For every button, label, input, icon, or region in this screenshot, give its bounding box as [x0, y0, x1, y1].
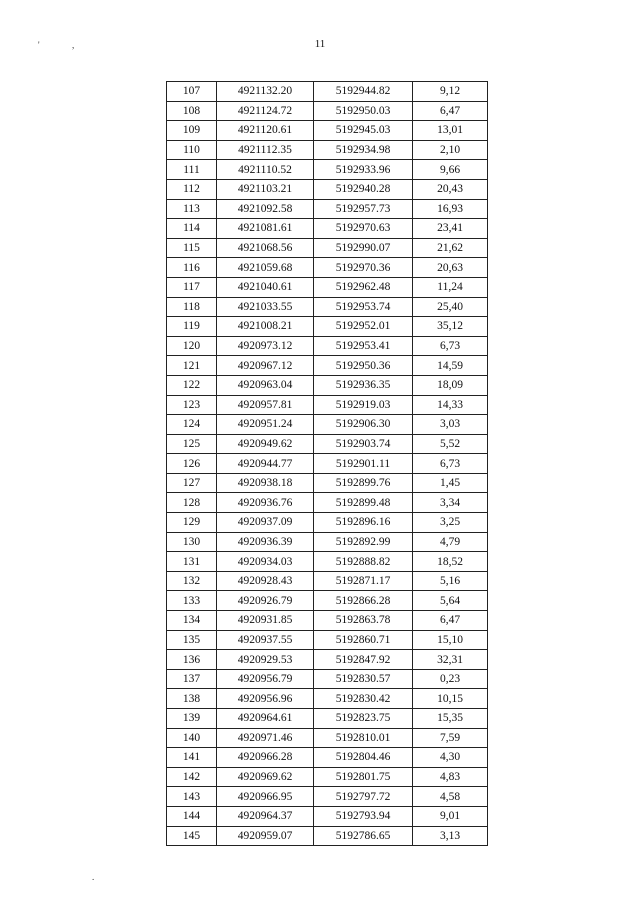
y-coordinate-cell: 5192847.92 [314, 650, 413, 670]
point-number-cell: 110 [167, 140, 217, 160]
table-row [167, 532, 488, 552]
point-number-cell: 126 [167, 454, 217, 474]
y-coordinate-cell: 5192970.36 [314, 258, 413, 278]
x-coordinate-cell: 4920973.12 [217, 336, 314, 356]
distance-cell: 7,59 [413, 728, 488, 748]
scan-speck: ' [38, 40, 40, 50]
distance-cell: 4,30 [413, 748, 488, 768]
table-row [167, 650, 488, 670]
x-coordinate-cell: 4920963.04 [217, 375, 314, 395]
y-coordinate-cell: 5192860.71 [314, 630, 413, 650]
distance-cell: 10,15 [413, 689, 488, 709]
point-number-cell: 127 [167, 473, 217, 493]
y-coordinate-cell: 5192940.28 [314, 179, 413, 199]
table-row [167, 82, 488, 102]
distance-cell: 5,64 [413, 591, 488, 611]
point-number-cell: 111 [167, 160, 217, 180]
y-coordinate-cell: 5192953.41 [314, 336, 413, 356]
x-coordinate-cell: 4921008.21 [217, 317, 314, 337]
table-row [167, 709, 488, 729]
distance-cell: 13,01 [413, 121, 488, 141]
point-number-cell: 119 [167, 317, 217, 337]
y-coordinate-cell: 5192970.63 [314, 219, 413, 239]
x-coordinate-cell: 4921124.72 [217, 101, 314, 121]
point-number-cell: 115 [167, 238, 217, 258]
point-number-cell: 143 [167, 787, 217, 807]
x-coordinate-cell: 4920936.39 [217, 532, 314, 552]
x-coordinate-cell: 4920938.18 [217, 473, 314, 493]
x-coordinate-cell: 4920959.07 [217, 826, 314, 846]
y-coordinate-cell: 5192906.30 [314, 415, 413, 435]
x-coordinate-cell: 4920967.12 [217, 356, 314, 376]
x-coordinate-cell: 4921132.20 [217, 82, 314, 102]
scan-speck: , [72, 40, 75, 50]
table-row [167, 552, 488, 572]
distance-cell: 0,23 [413, 669, 488, 689]
coordinates-table [166, 81, 488, 846]
x-coordinate-cell: 4920951.24 [217, 415, 314, 435]
x-coordinate-cell: 4920928.43 [217, 571, 314, 591]
y-coordinate-cell: 5192899.48 [314, 493, 413, 513]
table-row [167, 591, 488, 611]
y-coordinate-cell: 5192823.75 [314, 709, 413, 729]
x-coordinate-cell: 4920964.61 [217, 709, 314, 729]
table-row [167, 434, 488, 454]
x-coordinate-cell: 4920957.81 [217, 395, 314, 415]
distance-cell: 4,83 [413, 767, 488, 787]
point-number-cell: 131 [167, 552, 217, 572]
distance-cell: 14,33 [413, 395, 488, 415]
distance-cell: 20,63 [413, 258, 488, 278]
point-number-cell: 128 [167, 493, 217, 513]
table-row [167, 317, 488, 337]
distance-cell: 3,34 [413, 493, 488, 513]
y-coordinate-cell: 5192990.07 [314, 238, 413, 258]
distance-cell: 18,52 [413, 552, 488, 572]
table-row [167, 767, 488, 787]
point-number-cell: 120 [167, 336, 217, 356]
table-row [167, 415, 488, 435]
table-row [167, 356, 488, 376]
table-row [167, 121, 488, 141]
y-coordinate-cell: 5192830.57 [314, 669, 413, 689]
y-coordinate-cell: 5192804.46 [314, 748, 413, 768]
x-coordinate-cell: 4921059.68 [217, 258, 314, 278]
distance-cell: 6,73 [413, 454, 488, 474]
distance-cell: 18,09 [413, 375, 488, 395]
distance-cell: 4,79 [413, 532, 488, 552]
table-row [167, 297, 488, 317]
point-number-cell: 132 [167, 571, 217, 591]
scan-speck: . [92, 872, 95, 882]
distance-cell: 3,03 [413, 415, 488, 435]
distance-cell: 11,24 [413, 277, 488, 297]
table-row [167, 806, 488, 826]
table-row [167, 669, 488, 689]
table-row [167, 101, 488, 121]
table-row [167, 787, 488, 807]
distance-cell: 3,25 [413, 513, 488, 533]
point-number-cell: 142 [167, 767, 217, 787]
table-row [167, 630, 488, 650]
y-coordinate-cell: 5192952.01 [314, 317, 413, 337]
distance-cell: 5,52 [413, 434, 488, 454]
table-row [167, 199, 488, 219]
distance-cell: 9,12 [413, 82, 488, 102]
x-coordinate-cell: 4921081.61 [217, 219, 314, 239]
y-coordinate-cell: 5192934.98 [314, 140, 413, 160]
table-row [167, 689, 488, 709]
distance-cell: 21,62 [413, 238, 488, 258]
x-coordinate-cell: 4920937.09 [217, 513, 314, 533]
y-coordinate-cell: 5192899.76 [314, 473, 413, 493]
point-number-cell: 113 [167, 199, 217, 219]
table-row [167, 336, 488, 356]
page-number: 11 [314, 38, 326, 50]
table-row [167, 473, 488, 493]
table-row [167, 375, 488, 395]
y-coordinate-cell: 5192863.78 [314, 611, 413, 631]
x-coordinate-cell: 4921103.21 [217, 179, 314, 199]
x-coordinate-cell: 4920956.96 [217, 689, 314, 709]
distance-cell: 6,73 [413, 336, 488, 356]
point-number-cell: 138 [167, 689, 217, 709]
point-number-cell: 123 [167, 395, 217, 415]
point-number-cell: 135 [167, 630, 217, 650]
distance-cell: 4,58 [413, 787, 488, 807]
table-row [167, 179, 488, 199]
table-row [167, 513, 488, 533]
distance-cell: 23,41 [413, 219, 488, 239]
distance-cell: 32,31 [413, 650, 488, 670]
distance-cell: 16,93 [413, 199, 488, 219]
point-number-cell: 124 [167, 415, 217, 435]
x-coordinate-cell: 4920964.37 [217, 806, 314, 826]
y-coordinate-cell: 5192944.82 [314, 82, 413, 102]
x-coordinate-cell: 4921068.56 [217, 238, 314, 258]
point-number-cell: 129 [167, 513, 217, 533]
point-number-cell: 118 [167, 297, 217, 317]
point-number-cell: 121 [167, 356, 217, 376]
point-number-cell: 133 [167, 591, 217, 611]
point-number-cell: 145 [167, 826, 217, 846]
y-coordinate-cell: 5192830.42 [314, 689, 413, 709]
point-number-cell: 114 [167, 219, 217, 239]
table-row [167, 454, 488, 474]
x-coordinate-cell: 4920966.28 [217, 748, 314, 768]
table-row [167, 826, 488, 846]
point-number-cell: 137 [167, 669, 217, 689]
point-number-cell: 109 [167, 121, 217, 141]
x-coordinate-cell: 4920949.62 [217, 434, 314, 454]
distance-cell: 6,47 [413, 611, 488, 631]
point-number-cell: 130 [167, 532, 217, 552]
x-coordinate-cell: 4920944.77 [217, 454, 314, 474]
point-number-cell: 116 [167, 258, 217, 278]
x-coordinate-cell: 4921033.55 [217, 297, 314, 317]
x-coordinate-cell: 4920926.79 [217, 591, 314, 611]
point-number-cell: 122 [167, 375, 217, 395]
point-number-cell: 112 [167, 179, 217, 199]
table-row [167, 238, 488, 258]
table-row [167, 493, 488, 513]
point-number-cell: 108 [167, 101, 217, 121]
y-coordinate-cell: 5192953.74 [314, 297, 413, 317]
distance-cell: 2,10 [413, 140, 488, 160]
point-number-cell: 125 [167, 434, 217, 454]
y-coordinate-cell: 5192957.73 [314, 199, 413, 219]
table-row [167, 611, 488, 631]
y-coordinate-cell: 5192871.17 [314, 571, 413, 591]
point-number-cell: 140 [167, 728, 217, 748]
y-coordinate-cell: 5192933.96 [314, 160, 413, 180]
y-coordinate-cell: 5192892.99 [314, 532, 413, 552]
y-coordinate-cell: 5192903.74 [314, 434, 413, 454]
y-coordinate-cell: 5192962.48 [314, 277, 413, 297]
y-coordinate-cell: 5192797.72 [314, 787, 413, 807]
x-coordinate-cell: 4921110.52 [217, 160, 314, 180]
x-coordinate-cell: 4920936.76 [217, 493, 314, 513]
point-number-cell: 134 [167, 611, 217, 631]
distance-cell: 15,10 [413, 630, 488, 650]
y-coordinate-cell: 5192919.03 [314, 395, 413, 415]
distance-cell: 5,16 [413, 571, 488, 591]
x-coordinate-cell: 4921092.58 [217, 199, 314, 219]
table-row [167, 748, 488, 768]
x-coordinate-cell: 4921112.35 [217, 140, 314, 160]
point-number-cell: 141 [167, 748, 217, 768]
distance-cell: 35,12 [413, 317, 488, 337]
y-coordinate-cell: 5192793.94 [314, 806, 413, 826]
x-coordinate-cell: 4921120.61 [217, 121, 314, 141]
point-number-cell: 117 [167, 277, 217, 297]
x-coordinate-cell: 4920929.53 [217, 650, 314, 670]
x-coordinate-cell: 4920966.95 [217, 787, 314, 807]
point-number-cell: 107 [167, 82, 217, 102]
x-coordinate-cell: 4921040.61 [217, 277, 314, 297]
table-row [167, 728, 488, 748]
y-coordinate-cell: 5192866.28 [314, 591, 413, 611]
x-coordinate-cell: 4920969.62 [217, 767, 314, 787]
table-row [167, 160, 488, 180]
distance-cell: 9,66 [413, 160, 488, 180]
y-coordinate-cell: 5192801.75 [314, 767, 413, 787]
point-number-cell: 144 [167, 806, 217, 826]
y-coordinate-cell: 5192950.36 [314, 356, 413, 376]
y-coordinate-cell: 5192936.35 [314, 375, 413, 395]
table-row [167, 258, 488, 278]
y-coordinate-cell: 5192901.11 [314, 454, 413, 474]
table-row [167, 219, 488, 239]
distance-cell: 9,01 [413, 806, 488, 826]
distance-cell: 1,45 [413, 473, 488, 493]
table-row [167, 140, 488, 160]
y-coordinate-cell: 5192945.03 [314, 121, 413, 141]
coordinates-table-body [167, 82, 488, 846]
table-row [167, 277, 488, 297]
distance-cell: 15,35 [413, 709, 488, 729]
point-number-cell: 136 [167, 650, 217, 670]
distance-cell: 3,13 [413, 826, 488, 846]
distance-cell: 20,43 [413, 179, 488, 199]
table-row [167, 571, 488, 591]
x-coordinate-cell: 4920937.55 [217, 630, 314, 650]
y-coordinate-cell: 5192786.65 [314, 826, 413, 846]
y-coordinate-cell: 5192896.16 [314, 513, 413, 533]
x-coordinate-cell: 4920971.46 [217, 728, 314, 748]
y-coordinate-cell: 5192950.03 [314, 101, 413, 121]
y-coordinate-cell: 5192810.01 [314, 728, 413, 748]
distance-cell: 6,47 [413, 101, 488, 121]
distance-cell: 14,59 [413, 356, 488, 376]
table-row [167, 395, 488, 415]
x-coordinate-cell: 4920931.85 [217, 611, 314, 631]
distance-cell: 25,40 [413, 297, 488, 317]
point-number-cell: 139 [167, 709, 217, 729]
x-coordinate-cell: 4920934.03 [217, 552, 314, 572]
y-coordinate-cell: 5192888.82 [314, 552, 413, 572]
x-coordinate-cell: 4920956.79 [217, 669, 314, 689]
